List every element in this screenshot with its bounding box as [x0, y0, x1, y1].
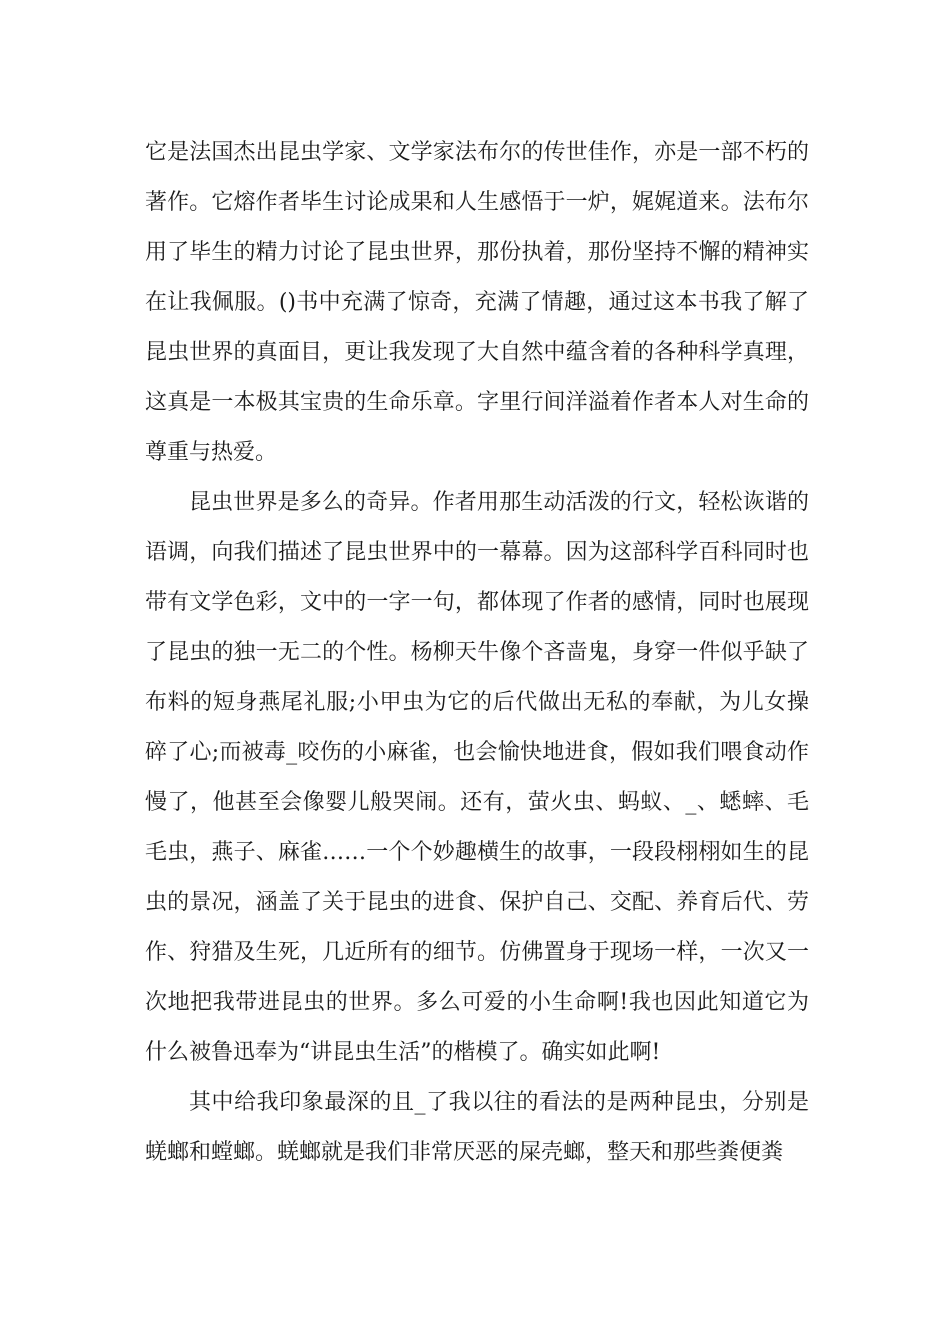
document-body: [145, 128, 809, 1178]
paragraph-3: 其中给我印象最深的且_了我以往的看法的是两种昆虫，分别是蜣螂和螳螂。蜣螂就是我们非常厌恶的屎壳螂，整天和那些粪便粪: [145, 1090, 809, 1165]
paragraph-1: 它是法国杰出昆虫学家、文学家法布尔的传世佳作，亦是一部不朽的著作。它熔作者毕生讨论成果和人生感悟于一炉，娓娓道来。法布尔用了毕生的精力讨论了昆虫世界，那份执着，那份坚持不懈的精神实在让我佩服。()书中充满了惊奇，充满了情趣，通过这本书我了解了昆虫世界的真面目，更让我发现了大自然中蕴含着的各种科学真理，这真是一本极其宝贵的生命乐章。字里行间洋溢着作者本人对生命的尊重与热爱。: [145, 140, 809, 465]
paragraph-2: 昆虫世界是多么的奇异。作者用那生动活泼的行文，轻松诙谐的语调，向我们描述了昆虫世界中的一幕幕。因为这部科学百科同时也带有文学色彩，文中的一字一句，都体现了作者的感情，同时也展现了昆虫的独一无二的个性。杨柳天牛像个吝啬鬼，身穿一件似乎缺了布料的短身燕尾礼服;小甲虫为它的后代做出无私的奉献，为儿女操碎了心;而被毒_咬伤的小麻雀，也会愉快地进食，假如我们喂食动作慢了，他甚至会像婴儿般哭闹。还有，萤火虫、蚂蚁、_、蟋蟀、毛毛虫，燕子、麻雀……一个个妙趣横生的故事，一段段栩栩如生的昆虫的景况，涵盖了关于昆虫的进食、保护自己、交配、养育后代、劳作、狩猎及生死，几近所有的细节。仿佛置身于现场一样，一次又一次地把我带进昆虫的世界。多么可爱的小生命啊!我也因此知道它为什么被鲁迅奉为“讲昆虫生活”的楷模了。确实如此啊!: [145, 490, 809, 1065]
